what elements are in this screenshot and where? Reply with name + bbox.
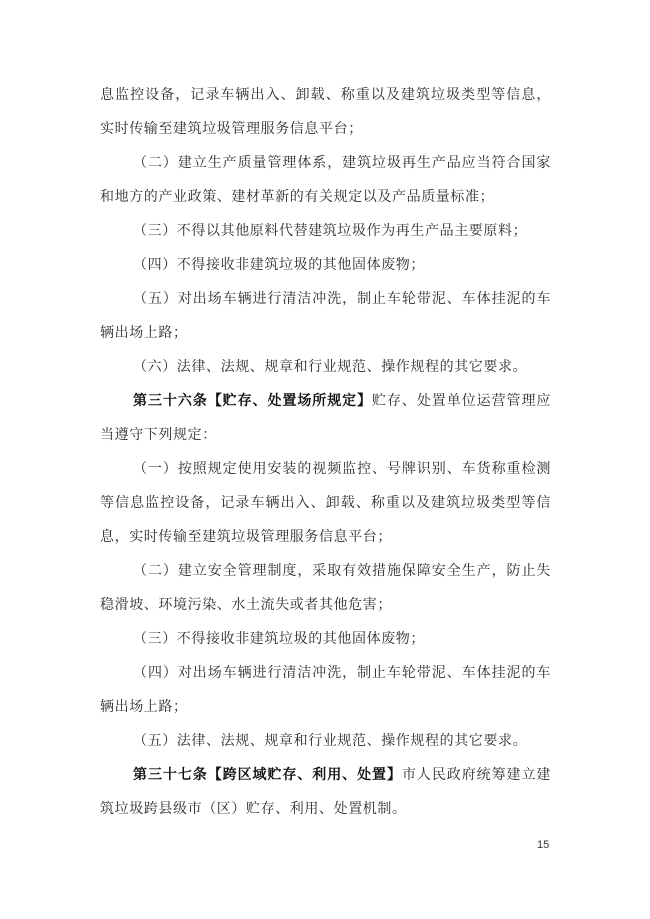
- text-line: [100, 78, 551, 112]
- line-text: 贮存、处置单位运营管理应: [372, 393, 551, 409]
- text-line: [100, 758, 551, 792]
- text-line: [100, 588, 551, 622]
- line-text: 息监控设备，记录车辆出入、卸载、称重以及建筑垃圾类型等信息，: [100, 87, 551, 103]
- text-line: [100, 180, 551, 214]
- line-text: 市人民政府统筹建立建: [401, 767, 551, 783]
- article-heading: 第三十七条【跨区域贮存、利用、处置】: [133, 767, 402, 783]
- line-text: 辆出场上路；: [100, 325, 188, 341]
- line-text: 稳滑坡、环境污染、水土流失或者其他危害；: [100, 597, 392, 613]
- text-line: [100, 248, 551, 282]
- line-text: （六）法律、法规、规章和行业规范、操作规程的其它要求。: [133, 359, 528, 375]
- text-line: [100, 146, 551, 180]
- line-text: 辆出场上路；: [100, 699, 188, 715]
- text-line: [100, 316, 551, 350]
- line-text: （二）建立生产质量管理体系，建筑垃圾再生产品应当符合国家: [133, 155, 551, 171]
- text-line: [100, 418, 551, 452]
- document-body: [100, 78, 551, 826]
- text-line: [100, 656, 551, 690]
- line-text: （四）不得接收非建筑垃圾的其他固体废物；: [133, 257, 425, 273]
- text-line: [100, 214, 551, 248]
- text-line: [100, 384, 551, 418]
- line-text: 和地方的产业政策、建材革新的有关规定以及产品质量标准；: [100, 189, 495, 205]
- text-line: [100, 690, 551, 724]
- text-line: [100, 486, 551, 520]
- line-text: 当遵守下列规定：: [100, 427, 217, 443]
- line-text: （二）建立安全管理制度，采取有效措施保障安全生产，防止失: [133, 563, 551, 579]
- line-text: （五）对出场车辆进行清洁冲洗，制止车轮带泥、车体挂泥的车: [133, 291, 551, 307]
- line-text: （三）不得接收非建筑垃圾的其他固体废物；: [133, 631, 425, 647]
- text-line: [100, 112, 551, 146]
- text-line: [100, 554, 551, 588]
- text-line: [100, 452, 551, 486]
- text-line: [100, 282, 551, 316]
- line-text: （四）对出场车辆进行清洁冲洗，制止车轮带泥、车体挂泥的车: [133, 665, 551, 681]
- line-text: （三）不得以其他原料代替建筑垃圾作为再生产品主要原料；: [133, 223, 528, 239]
- line-text: 等信息监控设备，记录车辆出入、卸载、称重以及建筑垃圾类型等信: [100, 495, 551, 511]
- text-line: [100, 724, 551, 758]
- text-line: [100, 350, 551, 384]
- line-text: （五）法律、法规、规章和行业规范、操作规程的其它要求。: [133, 733, 528, 749]
- article-heading: 第三十六条【贮存、处置场所规定】: [133, 393, 373, 409]
- line-text: 实时传输至建筑垃圾管理服务信息平台；: [100, 121, 363, 137]
- text-line: [100, 622, 551, 656]
- line-text: 息，实时传输至建筑垃圾管理服务信息平台；: [100, 529, 392, 545]
- line-text: 筑垃圾跨县级市（区）贮存、利用、处置机制。: [100, 801, 407, 817]
- line-text: （一）按照规定使用安装的视频监控、号牌识别、车货称重检测: [133, 461, 551, 477]
- text-line: [100, 792, 551, 826]
- page-number: 15: [537, 839, 550, 851]
- text-line: [100, 520, 551, 554]
